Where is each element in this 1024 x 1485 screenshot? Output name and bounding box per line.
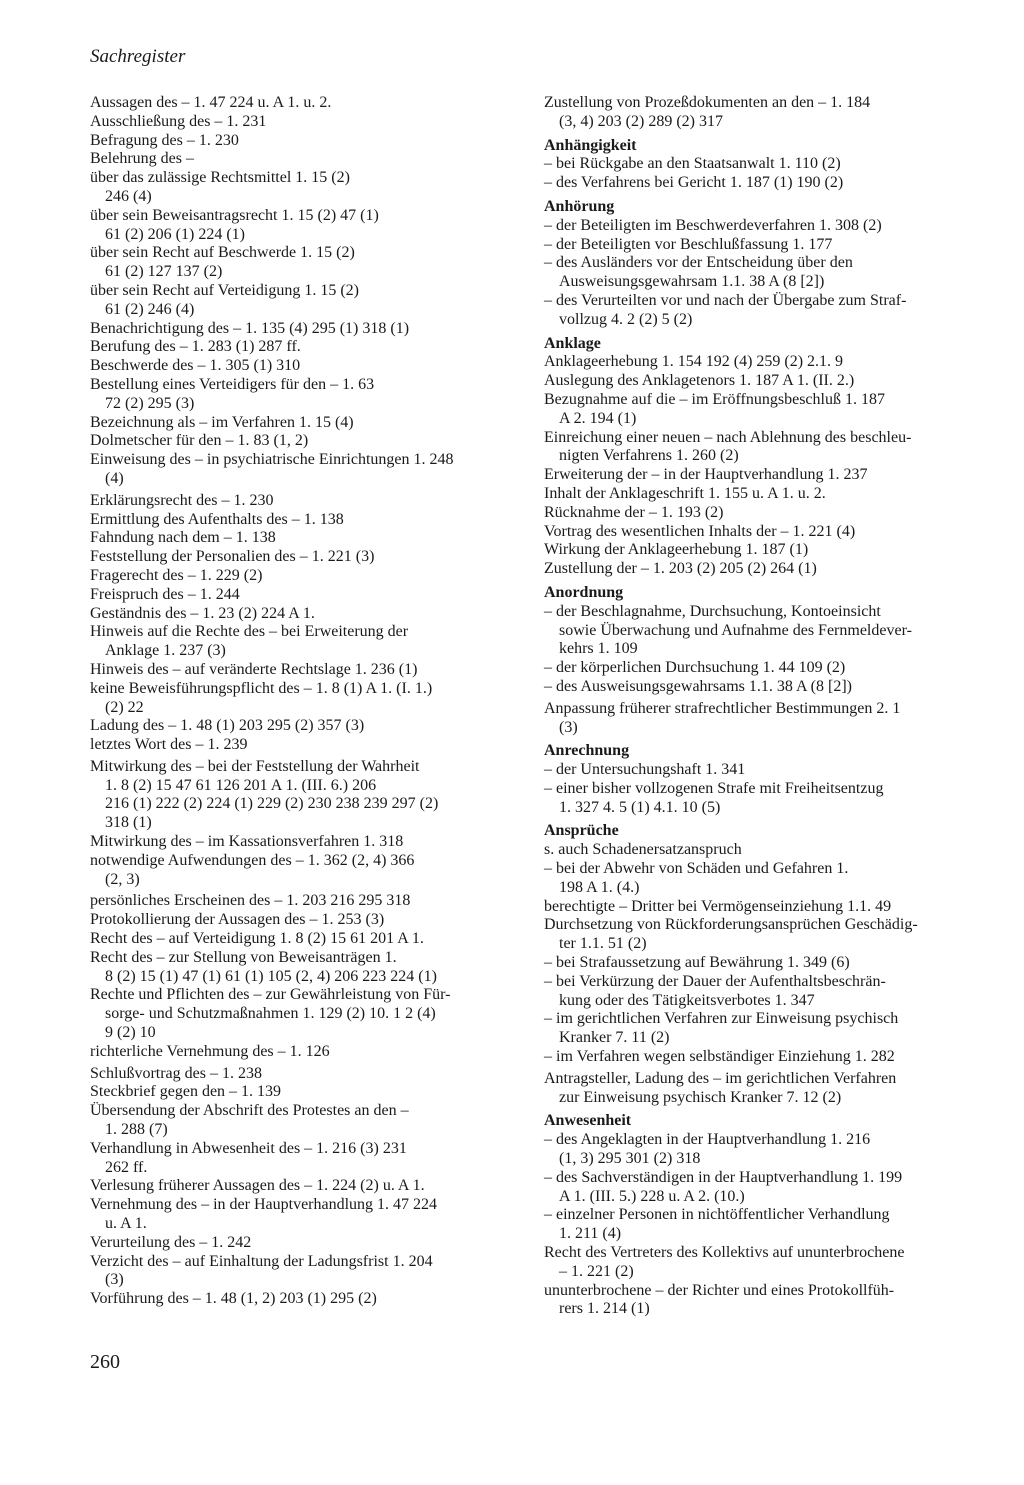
entry-line: – der Untersuchungshaft 1. 341: [544, 761, 746, 779]
index-entry: [544, 841, 964, 860]
index-entry: [544, 761, 964, 780]
index-column-left: [90, 94, 510, 1309]
index-entry: [544, 155, 964, 174]
index-heading: Anklage: [544, 334, 601, 352]
index-entry: [90, 567, 510, 586]
index-entry: [90, 1290, 510, 1309]
entry-continuation: u. A 1.: [105, 1215, 147, 1233]
entry-continuation: ter 1.1. 51 (2): [559, 935, 647, 953]
index-heading: Anhängigkeit: [544, 136, 637, 154]
entry-continuation: 61 (2) 127 137 (2): [105, 263, 223, 281]
entry-continuation: vollzug 4. 2 (2) 5 (2): [559, 310, 693, 328]
entry-line: Vernehmung des – in der Hauptverhandlung 1. 47 224: [90, 1196, 438, 1214]
index-entry: [90, 451, 510, 489]
index-column-right: [544, 94, 964, 1319]
index-entry: [90, 511, 510, 530]
entry-line: Verlesung früherer Aussagen des – 1. 224 (2) u. A 1.: [90, 1177, 425, 1195]
entry-continuation: 198 A 1. (4.): [559, 878, 640, 896]
index-entry: [544, 659, 964, 678]
page-number: 260: [90, 1351, 120, 1373]
entry-continuation: – 1. 221 (2): [559, 1262, 634, 1280]
entry-line: Ausschließung des – 1. 231: [90, 112, 267, 130]
entry-continuation: (3): [559, 718, 578, 736]
entry-line: – des Verurteilten vor und nach der Übergabe zum Straf-: [544, 291, 907, 309]
entry-line: Aussagen des – 1. 47 224 u. A 1. u. 2.: [90, 94, 332, 111]
entry-continuation: Anklage 1. 237 (3): [105, 642, 226, 660]
index-entry: [544, 898, 964, 917]
entry-line: – des Angeklagten in der Hauptverhandlung 1. 216: [544, 1131, 871, 1149]
entry-line: – des Ausweisungsgewahrsams 1.1. 38 A (8 [2]): [544, 677, 852, 695]
index-entry: [544, 466, 964, 485]
entry-continuation: (2) 22: [105, 698, 144, 716]
index-entry: [90, 414, 510, 433]
entry-line: – im Verfahren wegen selbständiger Einziehung 1. 282: [544, 1048, 895, 1066]
entry-line: Benachrichtigung des – 1. 135 (4) 295 (1) 318 (1): [90, 319, 410, 337]
index-entry: [544, 973, 964, 1011]
index-entry: [90, 852, 510, 890]
entry-line: richterliche Vernehmung des – 1. 126: [90, 1042, 330, 1060]
entry-continuation: 61 (2) 206 (1) 224 (1): [105, 225, 245, 243]
index-entry: [90, 892, 510, 911]
index-entry: [544, 485, 964, 504]
index-entry: [544, 391, 964, 429]
entry-continuation: A 1. (III. 5.) 228 u. A 2. (10.): [559, 1187, 745, 1205]
entry-continuation: rers 1. 214 (1): [559, 1300, 650, 1318]
index-entry: [544, 1169, 964, 1207]
index-entry: [544, 94, 964, 132]
index-heading: Ansprüche: [544, 822, 619, 840]
index-entry: [90, 132, 510, 151]
entry-line: Wirkung der Anklageerhebung 1. 187 (1): [544, 541, 809, 559]
index-entry: [90, 1196, 510, 1234]
entry-line: – im gerichtlichen Verfahren zur Einweisung psychisch: [544, 1010, 899, 1028]
index-entry: [90, 1043, 510, 1062]
entry-line: notwendige Aufwendungen des – 1. 362 (2, 4) 366: [90, 851, 415, 869]
entry-line: Berufung des – 1. 283 (1) 287 ff.: [90, 338, 301, 356]
index-entry: [544, 254, 964, 292]
entry-line: über das zulässige Rechtsmittel 1. 15 (2): [90, 169, 350, 187]
index-entry: [90, 492, 510, 511]
index-entry: [90, 1177, 510, 1196]
entry-line: Verzicht des – auf Einhaltung der Ladungsfrist 1. 204: [90, 1252, 433, 1270]
index-entry: [90, 586, 510, 605]
index-entry: [544, 504, 964, 523]
entry-continuation: sowie Überwachung und Aufnahme des Fernmeldever-: [559, 621, 912, 639]
index-entry: [90, 605, 510, 624]
index-entry: [544, 954, 964, 973]
index-entry: [90, 376, 510, 414]
entry-line: Inhalt der Anklageschrift 1. 155 u. A 1. u. 2.: [544, 484, 826, 502]
entry-line: Auslegung des Anklagetenors 1. 187 A 1. (II. 2.): [544, 372, 855, 390]
entry-line: Protokollierung der Aussagen des – 1. 253 (3): [90, 911, 385, 929]
entry-line: Anklageerhebung 1. 154 192 (4) 259 (2) 2.1. 9: [544, 353, 844, 371]
entry-line: ununterbrochene – der Richter und eines Protokollfüh-: [544, 1281, 895, 1299]
index-entry: [90, 986, 510, 1042]
index-entry: [90, 94, 510, 113]
index-entry: [544, 700, 964, 738]
entry-line: Bezugnahme auf die – im Eröffnungsbeschluß 1. 187: [544, 390, 885, 408]
entry-line: Feststellung der Personalien des – 1. 221 (3): [90, 548, 375, 566]
index-entry: [90, 338, 510, 357]
entry-line: Mitwirkung des – bei der Feststellung der Wahrheit: [90, 757, 420, 775]
entry-line: Fahndung nach dem – 1. 138: [90, 529, 276, 547]
index-entry: [90, 113, 510, 132]
index-entry: [90, 150, 510, 169]
entry-line: Verurteilung des – 1. 242: [90, 1233, 252, 1251]
index-entry: [90, 1253, 510, 1291]
index-entry: [90, 1102, 510, 1140]
index-entry: [90, 432, 510, 451]
index-entry: [544, 174, 964, 193]
index-heading: Anwesenheit: [544, 1112, 632, 1130]
entry-line: Belehrung des –: [90, 150, 194, 168]
entry-line: Antragsteller, Ladung des – im gerichtlichen Verfahren: [544, 1069, 897, 1087]
entry-line: Geständnis des – 1. 23 (2) 224 A 1.: [90, 604, 315, 622]
index-entry: [90, 529, 510, 548]
index-entry: [544, 429, 964, 467]
index-heading: Anhörung: [544, 197, 615, 215]
entry-line: – einer bisher vollzogenen Strafe mit Freiheitsentzug: [544, 779, 884, 797]
index-entry: [90, 1140, 510, 1178]
running-header: Sachregister: [90, 46, 186, 67]
entry-line: Fragerecht des – 1. 229 (2): [90, 566, 263, 584]
entry-line: keine Beweisführungspflicht des – 1. 8 (1) A 1. (I. 1.): [90, 679, 433, 697]
entry-continuation: 8 (2) 15 (1) 47 (1) 61 (1) 105 (2, 4) 206 223 224 (1): [105, 967, 437, 985]
index-entry: [544, 236, 964, 255]
index-entry: [544, 523, 964, 542]
index-entry: [544, 860, 964, 898]
index-entry: [544, 1131, 964, 1169]
entry-line: Bezeichnung als – im Verfahren 1. 15 (4): [90, 413, 354, 431]
entry-line: – der Beschlagnahme, Durchsuchung, Kontoeinsicht: [544, 602, 881, 620]
index-entry: [544, 292, 964, 330]
index-entry: [90, 623, 510, 661]
entry-line: Durchsetzung von Rückforderungsansprüchen Geschädig-: [544, 916, 918, 934]
entry-line: Rechte und Pflichten des – zur Gewährleistung von Für-: [90, 986, 451, 1004]
entry-line: Befragung des – 1. 230: [90, 131, 239, 149]
index-entry: [90, 282, 510, 320]
entry-continuation: Ausweisungsgewahrsam 1.1. 38 A (8 [2]): [559, 273, 825, 291]
entry-line: Mitwirkung des – im Kassationsverfahren 1. 318: [90, 833, 404, 851]
entry-continuation: 1. 8 (2) 15 47 61 126 201 A 1. (III. 6.) 206: [105, 776, 377, 794]
entry-continuation: nigten Verfahrens 1. 260 (2): [559, 447, 739, 465]
entry-line: Erklärungsrecht des – 1. 230: [90, 491, 274, 509]
entry-line: Zustellung der – 1. 203 (2) 205 (2) 264 (1): [544, 560, 817, 578]
index-entry: [544, 1048, 964, 1067]
index-entry: [90, 717, 510, 736]
entry-line: – der Beteiligten im Beschwerdeverfahren 1. 308 (2): [544, 216, 882, 234]
entry-line: berechtigte – Dritter bei Vermögenseinziehung 1.1. 49: [544, 897, 892, 915]
entry-continuation: 1. 288 (7): [105, 1121, 168, 1139]
index-entry: [90, 1234, 510, 1253]
entry-line: Recht des – zur Stellung von Beweisanträgen 1.: [90, 948, 397, 966]
index-entry: [544, 541, 964, 560]
entry-line: Erweiterung der – in der Hauptverhandlung 1. 237: [544, 466, 868, 484]
entry-line: Rücknahme der – 1. 193 (2): [544, 503, 724, 521]
entry-line: Ermittlung des Aufenthalts des – 1. 138: [90, 510, 344, 528]
index-entry: [544, 1244, 964, 1282]
index-entry: [544, 353, 964, 372]
index-entry: [544, 372, 964, 391]
entry-line: Vorführung des – 1. 48 (1, 2) 203 (1) 295 (2): [90, 1290, 377, 1308]
entry-continuation: A 2. 194 (1): [559, 409, 637, 427]
entry-line: – bei Strafaussetzung auf Bewährung 1. 349 (6): [544, 954, 850, 972]
index-entry: [544, 217, 964, 236]
entry-line: – bei der Abwehr von Schäden und Gefahren 1.: [544, 860, 849, 878]
entry-line: Einreichung einer neuen – nach Ablehnung des beschleu-: [544, 428, 912, 446]
index-entry: [90, 1083, 510, 1102]
index-entry: [544, 1070, 964, 1108]
index-heading: Anrechnung: [544, 742, 630, 760]
entry-line: persönliches Erscheinen des – 1. 203 216 295 318: [90, 892, 411, 910]
entry-line: Dolmetscher für den – 1. 83 (1, 2): [90, 432, 309, 450]
entry-line: letztes Wort des – 1. 239: [90, 736, 248, 754]
entry-line: Anpassung früherer strafrechtlicher Bestimmungen 2. 1: [544, 699, 901, 717]
entry-line: über sein Recht auf Verteidigung 1. 15 (2): [90, 281, 359, 299]
entry-continuation: 216 (1) 222 (2) 224 (1) 229 (2) 230 238 239 297 (2): [105, 795, 439, 813]
index-entry: [90, 661, 510, 680]
index-entry: [544, 678, 964, 697]
entry-continuation: kehrs 1. 109: [559, 640, 638, 658]
entry-line: über sein Beweisantragsrecht 1. 15 (2) 47 (1): [90, 206, 379, 224]
index-entry: [544, 1206, 964, 1244]
index-entry: [90, 320, 510, 339]
index-entry: [544, 1282, 964, 1320]
entry-continuation: 262 ff.: [105, 1158, 148, 1176]
entry-line: – einzelner Personen in nichtöffentlicher Verhandlung: [544, 1206, 890, 1224]
index-entry: [544, 603, 964, 659]
entry-line: – bei Verkürzung der Dauer der Aufenthaltsbeschrän-: [544, 972, 886, 990]
entry-line: – des Ausländers vor der Entscheidung über den: [544, 254, 853, 272]
index-entry: [90, 207, 510, 245]
entry-line: Ladung des – 1. 48 (1) 203 295 (2) 357 (3): [90, 717, 365, 735]
index-entry: [544, 780, 964, 818]
index-entry: [90, 244, 510, 282]
index-entry: [90, 548, 510, 567]
entry-continuation: (3): [105, 1271, 124, 1289]
index-entry: [90, 911, 510, 930]
index-entry: [90, 357, 510, 376]
entry-line: Recht des Vertreters des Kollektivs auf ununterbrochene: [544, 1244, 905, 1262]
entry-continuation: 1. 327 4. 5 (1) 4.1. 10 (5): [559, 798, 721, 816]
entry-line: Hinweis auf die Rechte des – bei Erweiterung der: [90, 623, 409, 641]
index-entry: [90, 1065, 510, 1084]
entry-line: – des Verfahrens bei Gericht 1. 187 (1) 190 (2): [544, 174, 844, 192]
index-entry: [544, 560, 964, 579]
entry-line: – der körperlichen Durchsuchung 1. 44 109 (2): [544, 659, 846, 677]
entry-continuation: 72 (2) 295 (3): [105, 394, 195, 412]
index-entry: [90, 930, 510, 949]
index-entry: [90, 680, 510, 718]
entry-line: – der Beteiligten vor Beschlußfassung 1. 177: [544, 235, 833, 253]
entry-continuation: 318 (1): [105, 814, 152, 832]
entry-continuation: 61 (2) 246 (4): [105, 300, 195, 318]
entry-continuation: zur Einweisung psychisch Kranker 7. 12 (2): [559, 1088, 842, 1106]
entry-line: Verhandlung in Abwesenheit des – 1. 216 (3) 231: [90, 1139, 407, 1157]
entry-continuation: (1, 3) 295 301 (2) 318: [559, 1150, 701, 1168]
index-entry: [90, 833, 510, 852]
entry-line: Recht des – auf Verteidigung 1. 8 (2) 15 61 201 A 1.: [90, 930, 424, 948]
index-entry: [90, 758, 510, 833]
entry-line: Schlußvortrag des – 1. 238: [90, 1064, 262, 1082]
entry-continuation: 9 (2) 10: [105, 1024, 156, 1042]
entry-continuation: (4): [105, 469, 124, 487]
entry-continuation: kung oder des Tätigkeitsverbotes 1. 347: [559, 991, 815, 1009]
entry-line: Vortrag des wesentlichen Inhalts der – 1. 221 (4): [544, 522, 856, 540]
index-entry: [90, 169, 510, 207]
entry-line: über sein Recht auf Beschwerde 1. 15 (2): [90, 244, 355, 262]
entry-line: – des Sachverständigen in der Hauptverhandlung 1. 199: [544, 1168, 903, 1186]
index-heading: Anordnung: [544, 583, 624, 601]
entry-line: Freispruch des – 1. 244: [90, 585, 240, 603]
entry-continuation: sorge- und Schutzmaßnahmen 1. 129 (2) 10. 1 2 (4): [105, 1005, 436, 1023]
entry-line: Hinweis des – auf veränderte Rechtslage 1. 236 (1): [90, 660, 418, 678]
index-entry: [90, 949, 510, 987]
entry-line: Bestellung eines Verteidigers für den – 1. 63: [90, 375, 375, 393]
entry-continuation: (2, 3): [105, 870, 140, 888]
index-entry: [544, 916, 964, 954]
entry-continuation: Kranker 7. 11 (2): [559, 1029, 670, 1047]
entry-line: s. auch Schadenersatzanspruch: [544, 841, 742, 859]
entry-line: – bei Rückgabe an den Staatsanwalt 1. 110 (2): [544, 155, 841, 173]
index-entry: [544, 1010, 964, 1048]
entry-line: Zustellung von Prozeßdokumenten an den – 1. 184: [544, 94, 871, 111]
index-entry: [90, 736, 510, 755]
entry-line: Steckbrief gegen den – 1. 139: [90, 1083, 282, 1101]
entry-continuation: 1. 211 (4): [559, 1225, 622, 1243]
entry-continuation: 246 (4): [105, 187, 152, 205]
entry-continuation: (3, 4) 203 (2) 289 (2) 317: [559, 112, 723, 130]
entry-line: Beschwerde des – 1. 305 (1) 310: [90, 357, 301, 375]
entry-line: Übersendung der Abschrift des Protestes an den –: [90, 1102, 409, 1120]
entry-line: Einweisung des – in psychiatrische Einrichtungen 1. 248: [90, 451, 454, 469]
